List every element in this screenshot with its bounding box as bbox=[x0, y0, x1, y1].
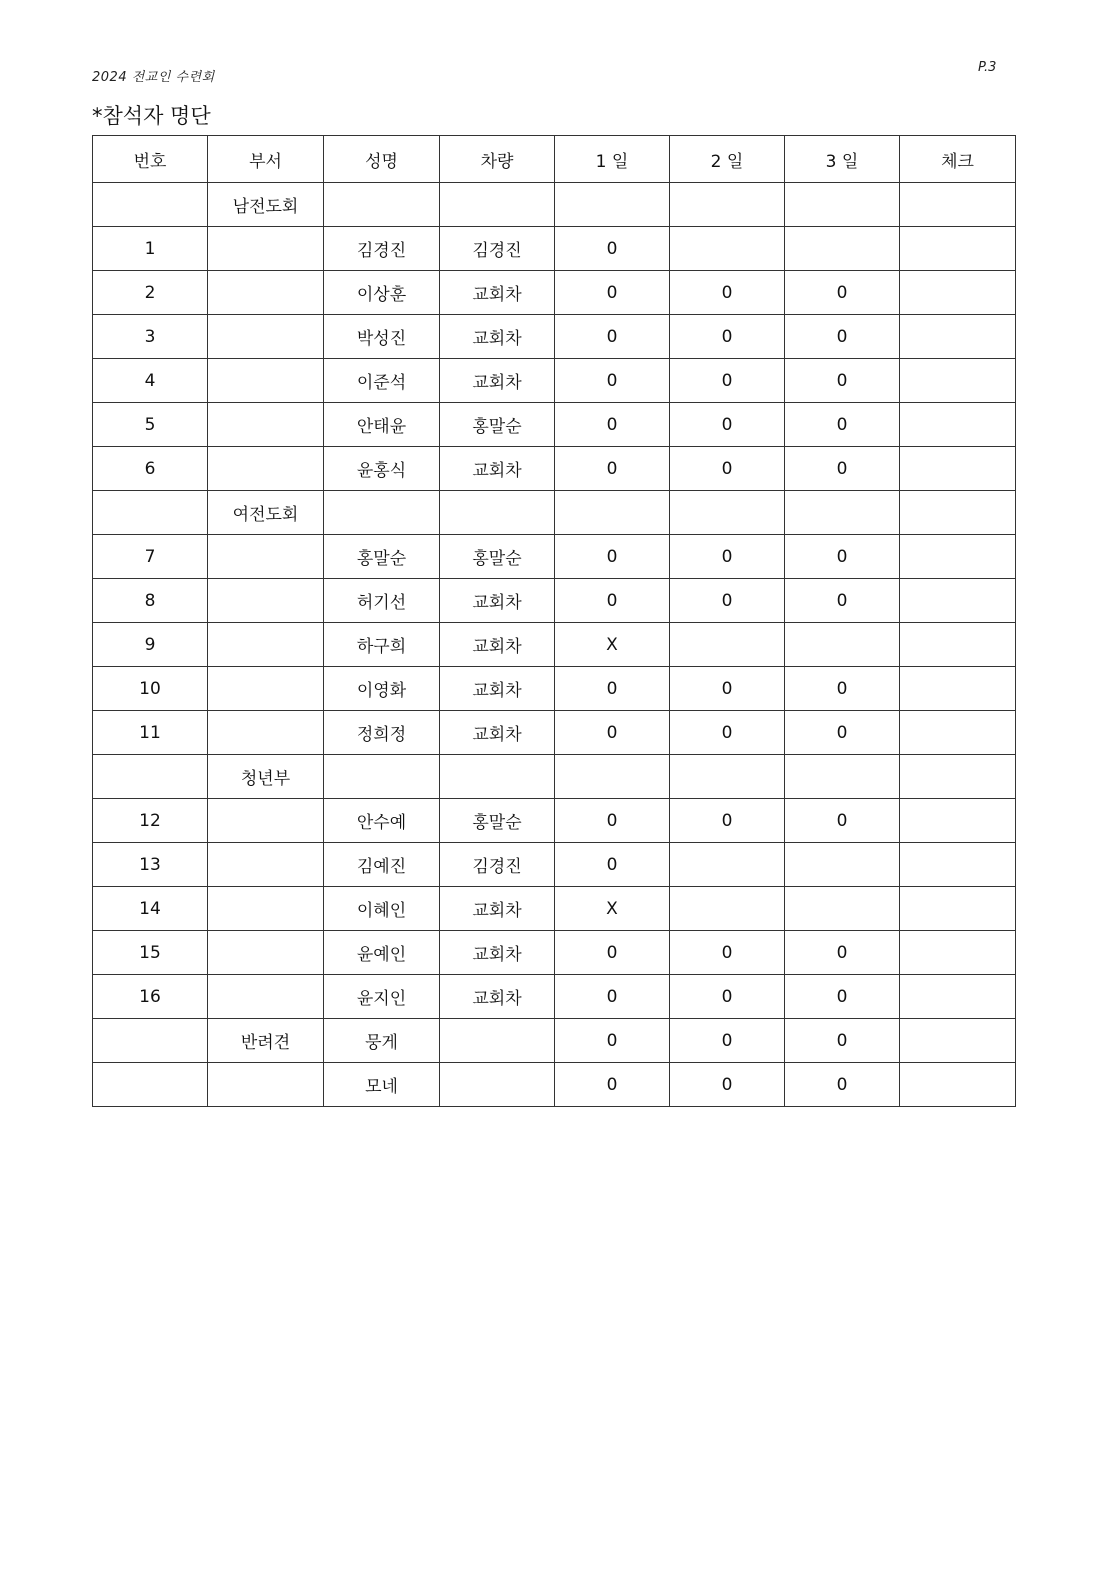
table-row bbox=[93, 931, 1016, 975]
cell-vehicle: 교회차 bbox=[440, 711, 555, 755]
cell-day1 bbox=[555, 183, 670, 227]
cell-department bbox=[208, 359, 324, 403]
cell-name bbox=[324, 183, 440, 227]
cell-department bbox=[208, 579, 324, 623]
cell-name: 하구희 bbox=[324, 623, 440, 667]
table-row bbox=[93, 755, 1016, 799]
cell-day1: 0 bbox=[555, 227, 670, 271]
cell-name: 이혜인 bbox=[324, 887, 440, 931]
cell-number: 11 bbox=[93, 711, 208, 755]
cell-day3: 0 bbox=[785, 535, 900, 579]
cell-check bbox=[900, 887, 1016, 931]
cell-number: 14 bbox=[93, 887, 208, 931]
cell-vehicle: 교회차 bbox=[440, 271, 555, 315]
cell-day3 bbox=[785, 843, 900, 887]
cell-number: 6 bbox=[93, 447, 208, 491]
cell-day2 bbox=[670, 843, 785, 887]
cell-day3: 0 bbox=[785, 579, 900, 623]
cell-number bbox=[93, 755, 208, 799]
cell-day1: 0 bbox=[555, 403, 670, 447]
cell-department bbox=[208, 403, 324, 447]
cell-day2 bbox=[670, 491, 785, 535]
column-header-day2: 2 일 bbox=[670, 136, 785, 183]
cell-department: 반려견 bbox=[208, 1019, 324, 1063]
cell-day3: 0 bbox=[785, 931, 900, 975]
cell-number: 12 bbox=[93, 799, 208, 843]
cell-number: 16 bbox=[93, 975, 208, 1019]
cell-day3 bbox=[785, 491, 900, 535]
cell-day3: 0 bbox=[785, 359, 900, 403]
table-row bbox=[93, 975, 1016, 1019]
cell-check bbox=[900, 931, 1016, 975]
cell-check bbox=[900, 271, 1016, 315]
cell-check bbox=[900, 491, 1016, 535]
cell-department bbox=[208, 667, 324, 711]
column-header-vehicle: 차량 bbox=[440, 136, 555, 183]
cell-vehicle: 교회차 bbox=[440, 359, 555, 403]
table-row bbox=[93, 1019, 1016, 1063]
table-body bbox=[93, 183, 1016, 1107]
cell-vehicle bbox=[440, 491, 555, 535]
cell-number: 10 bbox=[93, 667, 208, 711]
cell-check bbox=[900, 579, 1016, 623]
cell-vehicle: 교회차 bbox=[440, 667, 555, 711]
cell-vehicle: 홍말순 bbox=[440, 799, 555, 843]
cell-department: 남전도회 bbox=[208, 183, 324, 227]
table-row bbox=[93, 227, 1016, 271]
cell-day1: 0 bbox=[555, 315, 670, 359]
cell-check bbox=[900, 975, 1016, 1019]
cell-number bbox=[93, 1063, 208, 1107]
cell-number bbox=[93, 183, 208, 227]
table-row bbox=[93, 843, 1016, 887]
cell-vehicle bbox=[440, 1063, 555, 1107]
cell-day1 bbox=[555, 491, 670, 535]
cell-day1: 0 bbox=[555, 1019, 670, 1063]
column-header-department: 부서 bbox=[208, 136, 324, 183]
cell-name: 윤지인 bbox=[324, 975, 440, 1019]
cell-day3 bbox=[785, 755, 900, 799]
page-number: P.3 bbox=[978, 60, 997, 75]
cell-day1: 0 bbox=[555, 975, 670, 1019]
cell-check bbox=[900, 447, 1016, 491]
cell-name: 김경진 bbox=[324, 227, 440, 271]
cell-day2: 0 bbox=[670, 579, 785, 623]
table-row bbox=[93, 579, 1016, 623]
cell-day3: 0 bbox=[785, 271, 900, 315]
cell-check bbox=[900, 711, 1016, 755]
cell-day1: X bbox=[555, 887, 670, 931]
cell-day1: X bbox=[555, 623, 670, 667]
cell-day1: 0 bbox=[555, 1063, 670, 1107]
cell-day3: 0 bbox=[785, 1063, 900, 1107]
cell-department: 여전도회 bbox=[208, 491, 324, 535]
cell-day2: 0 bbox=[670, 1063, 785, 1107]
cell-name: 이준석 bbox=[324, 359, 440, 403]
cell-check bbox=[900, 799, 1016, 843]
cell-day1: 0 bbox=[555, 711, 670, 755]
cell-vehicle: 교회차 bbox=[440, 975, 555, 1019]
cell-check bbox=[900, 623, 1016, 667]
attendee-table bbox=[92, 135, 1016, 1107]
cell-day3 bbox=[785, 183, 900, 227]
cell-number: 9 bbox=[93, 623, 208, 667]
table-row bbox=[93, 535, 1016, 579]
cell-department bbox=[208, 931, 324, 975]
cell-department bbox=[208, 535, 324, 579]
cell-check bbox=[900, 1019, 1016, 1063]
cell-day1: 0 bbox=[555, 447, 670, 491]
cell-day3: 0 bbox=[785, 667, 900, 711]
cell-day2: 0 bbox=[670, 975, 785, 1019]
cell-name: 안수예 bbox=[324, 799, 440, 843]
cell-day2: 0 bbox=[670, 447, 785, 491]
cell-name: 이상훈 bbox=[324, 271, 440, 315]
cell-day2: 0 bbox=[670, 799, 785, 843]
cell-vehicle: 홍말순 bbox=[440, 535, 555, 579]
cell-day3 bbox=[785, 227, 900, 271]
cell-day1: 0 bbox=[555, 667, 670, 711]
table-row bbox=[93, 887, 1016, 931]
column-header-day3: 3 일 bbox=[785, 136, 900, 183]
cell-department: 청년부 bbox=[208, 755, 324, 799]
cell-name: 김예진 bbox=[324, 843, 440, 887]
cell-name: 이영화 bbox=[324, 667, 440, 711]
cell-day3: 0 bbox=[785, 447, 900, 491]
cell-day1: 0 bbox=[555, 931, 670, 975]
table-row bbox=[93, 623, 1016, 667]
cell-name bbox=[324, 755, 440, 799]
cell-number: 5 bbox=[93, 403, 208, 447]
cell-vehicle: 교회차 bbox=[440, 447, 555, 491]
cell-check bbox=[900, 183, 1016, 227]
cell-day2: 0 bbox=[670, 1019, 785, 1063]
cell-department bbox=[208, 799, 324, 843]
cell-number: 2 bbox=[93, 271, 208, 315]
cell-day1: 0 bbox=[555, 359, 670, 403]
cell-number: 1 bbox=[93, 227, 208, 271]
table-row bbox=[93, 491, 1016, 535]
cell-check bbox=[900, 667, 1016, 711]
cell-day2: 0 bbox=[670, 931, 785, 975]
cell-number: 13 bbox=[93, 843, 208, 887]
cell-department bbox=[208, 887, 324, 931]
cell-day2 bbox=[670, 755, 785, 799]
cell-day2 bbox=[670, 183, 785, 227]
table-row bbox=[93, 403, 1016, 447]
cell-check bbox=[900, 755, 1016, 799]
cell-day2: 0 bbox=[670, 711, 785, 755]
cell-day1: 0 bbox=[555, 271, 670, 315]
cell-day2: 0 bbox=[670, 535, 785, 579]
cell-name: 안태윤 bbox=[324, 403, 440, 447]
table-header-row bbox=[93, 136, 1016, 183]
cell-day2 bbox=[670, 623, 785, 667]
cell-number bbox=[93, 491, 208, 535]
cell-day1: 0 bbox=[555, 535, 670, 579]
cell-day3: 0 bbox=[785, 315, 900, 359]
cell-vehicle bbox=[440, 1019, 555, 1063]
cell-check bbox=[900, 227, 1016, 271]
cell-department bbox=[208, 1063, 324, 1107]
cell-vehicle: 교회차 bbox=[440, 623, 555, 667]
column-header-number: 번호 bbox=[93, 136, 208, 183]
cell-check bbox=[900, 315, 1016, 359]
cell-vehicle: 김경진 bbox=[440, 227, 555, 271]
table-row bbox=[93, 799, 1016, 843]
cell-name: 홍말순 bbox=[324, 535, 440, 579]
cell-day1: 0 bbox=[555, 799, 670, 843]
page-title: *참석자 명단 bbox=[92, 104, 211, 128]
cell-vehicle: 교회차 bbox=[440, 931, 555, 975]
cell-vehicle: 교회차 bbox=[440, 887, 555, 931]
document-header-left: 2024 전교인 수련회 bbox=[92, 70, 215, 85]
cell-vehicle: 교회차 bbox=[440, 315, 555, 359]
cell-department bbox=[208, 843, 324, 887]
cell-vehicle: 교회차 bbox=[440, 579, 555, 623]
cell-day1 bbox=[555, 755, 670, 799]
cell-vehicle bbox=[440, 755, 555, 799]
table-row bbox=[93, 1063, 1016, 1107]
cell-number: 3 bbox=[93, 315, 208, 359]
cell-check bbox=[900, 843, 1016, 887]
cell-department bbox=[208, 711, 324, 755]
cell-number: 7 bbox=[93, 535, 208, 579]
cell-department bbox=[208, 623, 324, 667]
cell-check bbox=[900, 535, 1016, 579]
cell-name: 윤홍식 bbox=[324, 447, 440, 491]
cell-day1: 0 bbox=[555, 843, 670, 887]
cell-day2 bbox=[670, 887, 785, 931]
cell-name: 정희정 bbox=[324, 711, 440, 755]
cell-day3 bbox=[785, 887, 900, 931]
cell-name: 윤예인 bbox=[324, 931, 440, 975]
cell-name bbox=[324, 491, 440, 535]
cell-vehicle: 홍말순 bbox=[440, 403, 555, 447]
table-row bbox=[93, 711, 1016, 755]
table-row bbox=[93, 183, 1016, 227]
cell-vehicle bbox=[440, 183, 555, 227]
cell-department bbox=[208, 227, 324, 271]
cell-day3: 0 bbox=[785, 975, 900, 1019]
cell-name: 뭉게 bbox=[324, 1019, 440, 1063]
cell-day2: 0 bbox=[670, 315, 785, 359]
cell-number bbox=[93, 1019, 208, 1063]
cell-day3: 0 bbox=[785, 1019, 900, 1063]
cell-day2: 0 bbox=[670, 403, 785, 447]
cell-day2: 0 bbox=[670, 667, 785, 711]
table-row bbox=[93, 667, 1016, 711]
cell-check bbox=[900, 359, 1016, 403]
column-header-check: 체크 bbox=[900, 136, 1016, 183]
cell-vehicle: 김경진 bbox=[440, 843, 555, 887]
cell-day2: 0 bbox=[670, 271, 785, 315]
cell-check bbox=[900, 403, 1016, 447]
cell-check bbox=[900, 1063, 1016, 1107]
cell-number: 15 bbox=[93, 931, 208, 975]
column-header-name: 성명 bbox=[324, 136, 440, 183]
cell-day2: 0 bbox=[670, 359, 785, 403]
table-row bbox=[93, 447, 1016, 491]
column-header-day1: 1 일 bbox=[555, 136, 670, 183]
cell-department bbox=[208, 271, 324, 315]
cell-day3: 0 bbox=[785, 403, 900, 447]
cell-day3: 0 bbox=[785, 799, 900, 843]
cell-day3: 0 bbox=[785, 711, 900, 755]
cell-name: 허기선 bbox=[324, 579, 440, 623]
cell-name: 모네 bbox=[324, 1063, 440, 1107]
cell-department bbox=[208, 447, 324, 491]
cell-name: 박성진 bbox=[324, 315, 440, 359]
table-row bbox=[93, 315, 1016, 359]
cell-number: 4 bbox=[93, 359, 208, 403]
table-row bbox=[93, 271, 1016, 315]
cell-day1: 0 bbox=[555, 579, 670, 623]
table-row bbox=[93, 359, 1016, 403]
cell-number: 8 bbox=[93, 579, 208, 623]
cell-day3 bbox=[785, 623, 900, 667]
cell-day2 bbox=[670, 227, 785, 271]
cell-department bbox=[208, 315, 324, 359]
cell-department bbox=[208, 975, 324, 1019]
